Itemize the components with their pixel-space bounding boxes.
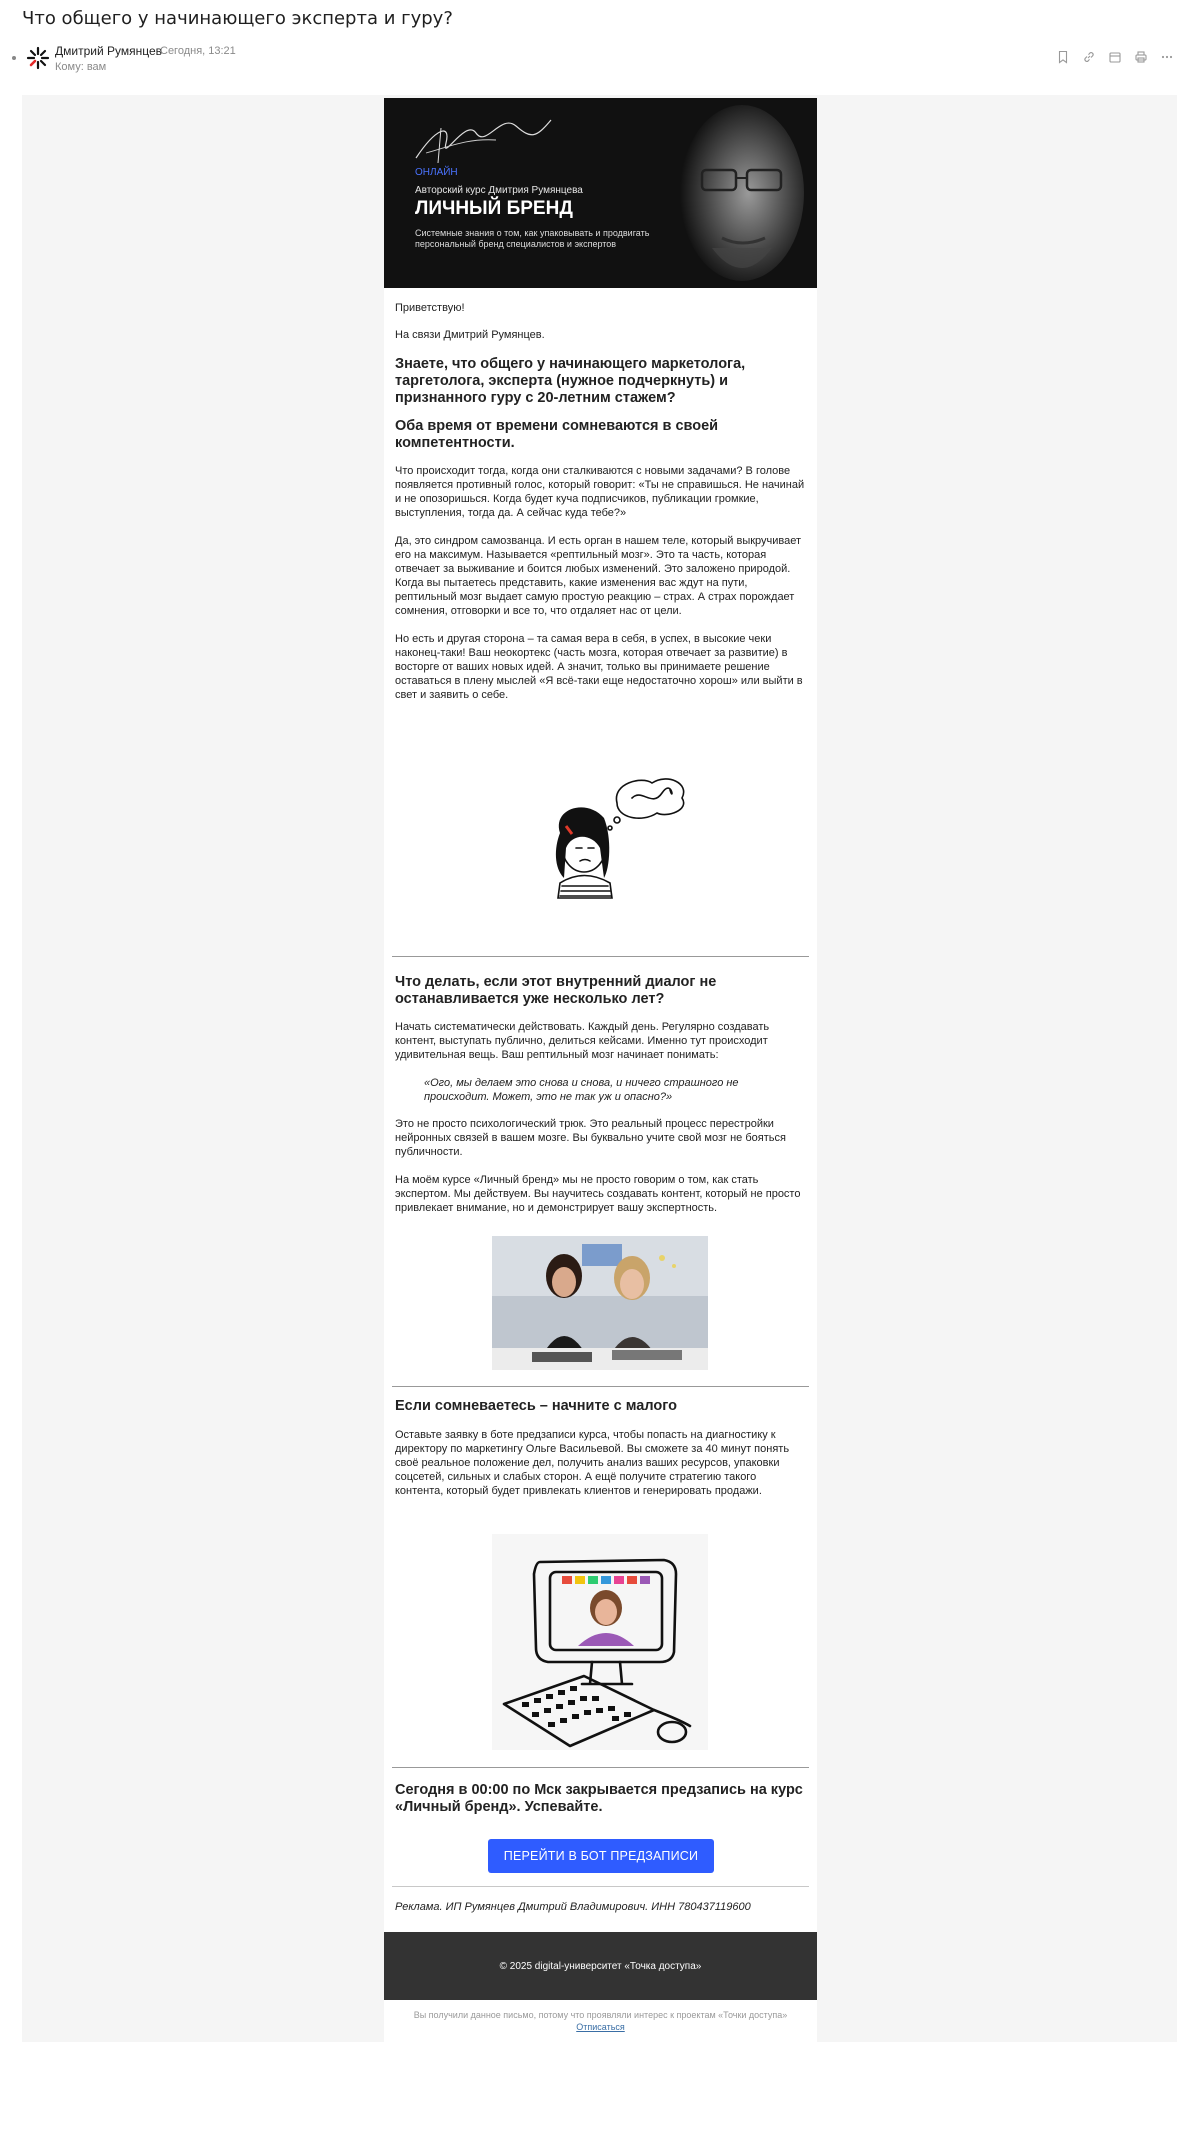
paragraph-impostor: Да, это синдром самозванца. И есть орган в нашем теле, который выкручивает его на максимум. Называется «рептильный мозг». Это та часть, которая отвечает за выживание и боится любых изменений. Это заложено природой. Когда вы пытаетесь представить, какие изменения вас ждут на пути, рептильный мозг выдает самую простую реакцию – страх. А страх порождает сомнения, отговорки и все то, что отдаляет нас от цели. bbox=[395, 535, 802, 617]
divider bbox=[392, 1767, 809, 1768]
email-toolbar bbox=[1054, 48, 1176, 66]
paragraph-new-tasks: Что происходит тогда, когда они сталкиваются с новыми задачами? В голове появляется противный голос, который говорит: «Ты не справишься. Не начинай и не опозоришься. Когда будет куча подписчиков, публикации громкие, выступления, тогда да. А сейчас куда тебе?» bbox=[395, 465, 805, 519]
illustration-computer-video-call bbox=[492, 1534, 708, 1750]
email-content bbox=[384, 98, 817, 2042]
photo-two-women bbox=[492, 1236, 708, 1370]
divider bbox=[392, 1886, 809, 1887]
greeting: Приветствую! bbox=[395, 302, 465, 314]
heading-doubt: Оба время от времени сомневаются в своей компетентности. bbox=[395, 418, 719, 451]
email-time: Сегодня, 13:21 bbox=[160, 45, 236, 57]
paragraph-act: Начать систематически действовать. Каждый день. Регулярно создавать контент, выступать публично, делиться кейсами. Именно тут происходит удивительная вещь. Ваш рептильный мозг начинает понимать: bbox=[395, 1021, 770, 1061]
more-icon[interactable] bbox=[1158, 48, 1176, 66]
unsubscribe-link[interactable]: Отписаться bbox=[576, 2022, 625, 2032]
sender-avatar[interactable] bbox=[26, 46, 50, 70]
divider bbox=[392, 956, 809, 957]
paragraph-diagnostic: Оставьте заявку в боте предзаписи курса, чтобы попасть на диагностику к директору по маркетингу Ольге Васильевой. Вы сможете за 40 минут понять своё реальное положение дел, получить анализ ваших ресурсов, упаковки соцсетей, сильных и слабых сторон. А ещё получите стратегию такого контента, который будет привлекать клиентов и генерировать продажи. bbox=[395, 1429, 790, 1497]
author-portrait bbox=[647, 98, 817, 288]
heading-deadline: Сегодня в 00:00 по Мск закрывается предзапись на курс «Личный бренд». Успевайте. bbox=[395, 1782, 803, 1815]
recipient-line[interactable]: Кому: вам bbox=[55, 61, 107, 73]
paragraph-other-side: Но есть и другая сторона – та самая вера в себя, в успех, в высокие чеки наконец-таки! Ваш неокортекс (часть мозга, которая отвечает за развитие) в восторге от ваших новых идей. А значит, только вы принимаете решение оставаться в плену мыслей «Я всё-таки еще недостаточно хорош» или выйти в свет и заявить о себе. bbox=[395, 633, 803, 701]
banner-course-label: Авторский курс Дмитрия Румянцева bbox=[415, 185, 583, 196]
bookmark-icon[interactable] bbox=[1054, 48, 1072, 66]
sender-name[interactable]: Дмитрий Румянцев bbox=[55, 44, 163, 58]
unsubscribe-wrapper bbox=[384, 2022, 817, 2032]
email-meta bbox=[10, 42, 1190, 76]
email-subject: Что общего у начинающего эксперта и гуру? bbox=[22, 8, 453, 29]
link-icon[interactable] bbox=[1080, 48, 1098, 66]
go-to-bot-button[interactable]: ПЕРЕЙТИ В БОТ ПРЕДЗАПИСИ bbox=[488, 1839, 714, 1873]
banner-online-label: ОНЛАЙН bbox=[415, 167, 458, 178]
paragraph-course: На моём курсе «Личный бренд» мы не просто говорим о том, как стать экспертом. Мы действуем. Вы научитесь создавать контент, который не просто привлекает внимание, но и демонстрирует вашу экспертность. bbox=[395, 1174, 801, 1214]
banner-title: ЛИЧНЫЙ БРЕНД bbox=[415, 198, 573, 219]
banner-subtitle: Системные знания о том, как упаковывать и продвигать персональный бренд специалистов и экспертов bbox=[415, 228, 650, 249]
heading-question: Знаете, что общего у начинающего маркетолога, таргетолога, эксперта (нужное подчеркнуть) и признанного гуру с 20-летним стажем? bbox=[395, 356, 746, 406]
unread-dot bbox=[12, 56, 16, 60]
email-footer bbox=[384, 1932, 817, 2000]
subscription-note: Вы получили данное письмо, потому что проявляли интерес к проектам «Точки доступа» bbox=[413, 2010, 788, 2020]
divider bbox=[392, 1386, 809, 1387]
email-body-canvas bbox=[22, 95, 1177, 2042]
copyright-text: © 2025 digital-университет «Точка доступа» bbox=[499, 1960, 702, 1972]
intro-line: На связи Дмитрий Румянцев. bbox=[395, 329, 545, 341]
calendar-icon[interactable] bbox=[1106, 48, 1124, 66]
print-icon[interactable] bbox=[1132, 48, 1150, 66]
illustration-doubting-girl bbox=[492, 738, 708, 938]
paragraph-neural: Это не просто психологический трюк. Это реальный процесс перестройки нейронных связей в вашем мозге. Вы буквально учите свой мозг не бояться публичности. bbox=[395, 1118, 786, 1158]
signature-graphic bbox=[406, 108, 556, 168]
quote-brain: «Ого, мы делаем это снова и снова, и ничего страшного не происходит. Может, это не так уж и опасно?» bbox=[424, 1077, 739, 1103]
heading-start-small: Если сомневаетесь – начните с малого bbox=[395, 1398, 677, 1414]
heading-what-to-do: Что делать, если этот внутренний диалог не останавливается уже несколько лет? bbox=[395, 974, 717, 1007]
ad-disclaimer: Реклама. ИП Румянцев Дмитрий Владимирович. ИНН 780437119600 bbox=[395, 1901, 751, 1913]
course-banner[interactable] bbox=[384, 98, 817, 288]
